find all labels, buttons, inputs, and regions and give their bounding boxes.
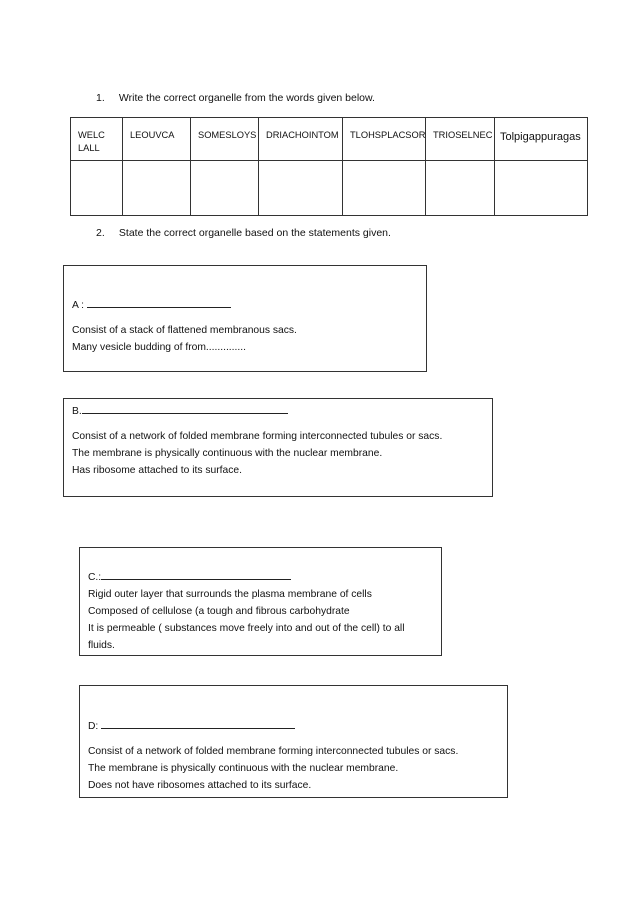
statement-box-c — [79, 547, 442, 656]
statement-line: fluids. — [88, 640, 115, 651]
statement-line: Composed of cellulose (a tough and fibrous carbohydrate — [88, 606, 350, 617]
box-c-label: C.: — [88, 572, 102, 583]
question-1-number: 1. — [96, 92, 105, 104]
answer-cell[interactable] — [343, 161, 426, 216]
answer-cell[interactable] — [123, 161, 191, 216]
statement-box-b — [63, 398, 493, 497]
statement-line: Rigid outer layer that surrounds the plasma membrane of cells — [88, 589, 372, 600]
question-2-number: 2. — [96, 227, 105, 239]
answer-blank-a[interactable] — [87, 296, 231, 308]
statement-line: Has ribosome attached to its surface. — [72, 465, 242, 476]
answer-line-a[interactable] — [72, 296, 426, 314]
box-d-label: D: — [88, 721, 99, 732]
answer-cell[interactable] — [259, 161, 343, 216]
answer-line-c[interactable] — [88, 568, 441, 586]
statement-line: The membrane is physically continuous with the nuclear membrane. — [88, 763, 399, 774]
word-cell: TLOHSPLACSOR — [343, 118, 426, 161]
word-cell: SOMESLOYS — [191, 118, 259, 161]
table-row-answers — [71, 161, 588, 216]
box-a-label: A : — [72, 300, 85, 311]
statement-line: Consist of a network of folded membrane forming interconnected tubules or sacs. — [88, 746, 459, 757]
statement-line: Many vesicle budding of from.............. — [72, 342, 246, 353]
word-cell: LEOUVCA — [123, 118, 191, 161]
box-b-label: B. — [72, 406, 82, 417]
answer-line-b[interactable] — [72, 402, 492, 420]
word-cell: DRIACHOINTOM — [259, 118, 343, 161]
question-1 — [96, 92, 375, 104]
statement-box-a — [63, 265, 427, 372]
statement-line: The membrane is physically continuous with the nuclear membrane. — [72, 448, 383, 459]
statement-box-d — [79, 685, 508, 798]
statement-line: Does not have ribosomes attached to its surface. — [88, 780, 312, 791]
answer-cell[interactable] — [191, 161, 259, 216]
table-row-words — [71, 118, 588, 161]
statement-line: Consist of a network of folded membrane forming interconnected tubules or sacs. — [72, 431, 443, 442]
answer-line-d[interactable] — [88, 717, 507, 735]
scrambled-words-table — [70, 117, 588, 216]
statement-line: Consist of a stack of flattened membranous sacs. — [72, 325, 297, 336]
answer-cell[interactable] — [426, 161, 495, 216]
answer-cell[interactable] — [71, 161, 123, 216]
word-cell: TRIOSELNEC — [426, 118, 495, 161]
word-cell: Tolpigappuragas — [495, 118, 588, 161]
answer-blank-c[interactable] — [101, 568, 291, 580]
word-cell: WELC LALL — [71, 118, 123, 161]
question-2 — [96, 227, 391, 239]
answer-blank-d[interactable] — [101, 717, 295, 729]
answer-cell[interactable] — [495, 161, 588, 216]
answer-blank-b[interactable] — [82, 402, 288, 414]
question-2-text: State the correct organelle based on the statements given. — [118, 227, 391, 239]
statement-line: It is permeable ( substances move freely into and out of the cell) to all — [88, 623, 405, 634]
question-1-text: Write the correct organelle from the words given below. — [118, 92, 375, 104]
